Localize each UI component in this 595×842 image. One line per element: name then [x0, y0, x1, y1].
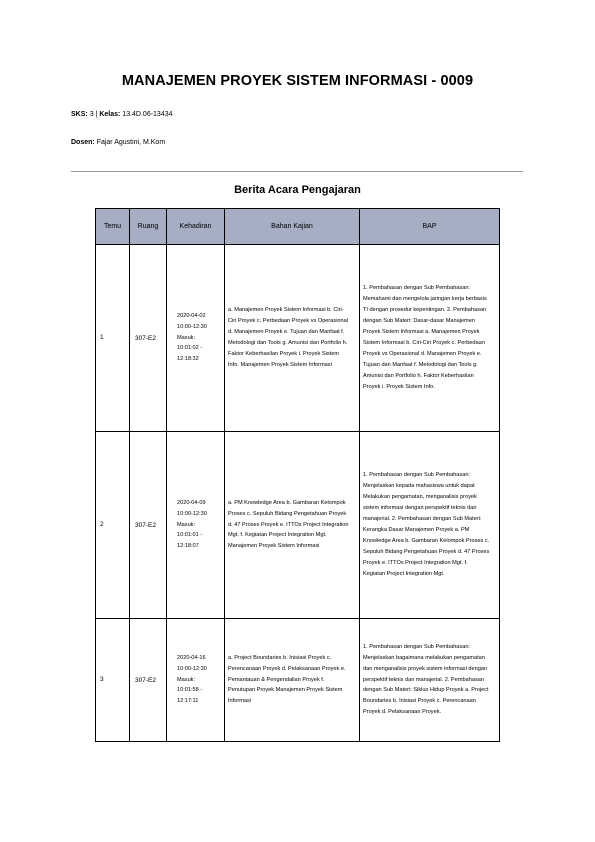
table-row: [96, 245, 500, 432]
kehadiran-masuk: 10:01:58 - 12:17:11: [177, 687, 203, 705]
cell-ruang: 307-E2: [130, 432, 167, 619]
kehadiran-time: 10:00-12:30: [177, 665, 207, 672]
kehadiran-masuk-label: Masuk:: [177, 676, 196, 683]
kelas-value: 13.4D.06-13434: [122, 111, 173, 118]
header-temu: Temu: [96, 209, 130, 245]
cell-kehadiran: [167, 432, 225, 619]
header-bahan-kajian: Bahan Kajian: [225, 209, 360, 245]
cell-ruang: 307-E2: [130, 245, 167, 432]
cell-ruang: 307-E2: [130, 619, 167, 742]
kehadiran-date: 2020-04-02: [177, 312, 206, 319]
cell-bahan-kajian: a. PM Knowledge Area b. Gambaran Kelompok Proses c. Sepuluh Bidang Pengetahuan Proyek d. 47 Proses Proyek e. ITTOs Project Integration Mgt. f. Kegiatan Project Integration Mgt. Manajemen Proyek Sistem Informasi: [225, 432, 360, 619]
cell-bahan-kajian: a. Project Boundaries b. Inisiasi Proyek c. Perencanaan Proyek d. Pelaksanaan Proyek e. Pemantauan & Pengendalian Proyek f. Penutupan Proyek Manajemen Proyek Sistem Informasi: [225, 619, 360, 742]
kehadiran-time: 10:00-12:30: [177, 510, 207, 517]
cell-bap: 1. Pembahasan dengan Sub Pembahasan: Menjelaskan kepada mahasiswa untuk dapat Melakukan pengamatan, menganalisis proyek sistem informasi dengan perspektif teknis dan manajerial. 2. Pembahasan dengan Sub Materi: Kerangka Dasar Manajemen Proyek a. PM Knowledge Area b. Gambaran Kelompok Proses c. Sepuluh Bidang Pengetahuan Proyek d. 47 Proses Proyek e. ITTOs Project Integration Mgt. f. Kegiatan Project Integration Mgt.: [360, 432, 500, 619]
header-kehadiran: Kehadiran: [167, 209, 225, 245]
divider: [71, 171, 523, 172]
cell-bahan-kajian: a. Manajemen Proyek Sistem Informasi b. Ciri-Ciri Proyek c. Perbedaan Proyek vs Operasional d. Manajemen Proyek e. Tujuan dan Manfaat f. Metodologi dan Tools g. Amunisi dan Portfolio h. Faktor Keberhasilan Proyek i. Proyek Sistem Info. Manajemen Proyek Sistem Informasi: [225, 245, 360, 432]
bap-table: [95, 208, 500, 742]
cell-bap: 1. Pembahasan dengan Sub Pembahasan: Menjelaskan bagaimana melakukan pengamatan dan menganalisis proyek sistem informasi dengan perspektif teknis dan manajerial. 2. Pembahasan dengan Sub Materi: Siklus Hidup Proyek a. Project Boundaries b. Inisiasi Proyek c. Perencanaan Proyek d. Pelaksanaan Proyek.: [360, 619, 500, 742]
kehadiran-masuk: 10:01:01 - 12:18:07: [177, 532, 203, 550]
cell-temu: 3: [96, 619, 130, 742]
dosen-label: Dosen:: [71, 139, 95, 146]
cell-temu: 2: [96, 432, 130, 619]
section-title: Berita Acara Pengajaran: [234, 184, 361, 196]
lecturer-line: [71, 139, 165, 146]
cell-kehadiran: [167, 619, 225, 742]
table-row: [96, 619, 500, 742]
dosen-value: Fajar Agustini, M.Kom: [96, 139, 166, 146]
sks-label: SKS:: [71, 111, 88, 118]
kehadiran-masuk-label: Masuk:: [177, 334, 196, 341]
course-info-line: [71, 111, 173, 118]
header-bap: BAP: [360, 209, 500, 245]
cell-bap: 1. Pembahasan dengan Sub Pembahasan: Memahami dan mengelola jaringan kerja berbasis TI dengan prosedur kepentingan. 2. Pembahasan dengan Sub Materi: Dasar-dasar Manajemen Proyek Sistem Informasi a. Manajemen Proyek Sistem Informasi b. Ciri-Ciri Proyek c. Perbedaan Proyek vs Operasional d. Manajemen Proyek e. Tujuan dan Manfaat f. Metodologi dan Tools g. Amunisi dan Portfolio h. Faktor Keberhasilan Proyek i. Proyek Sistem Info.: [360, 245, 500, 432]
header-ruang: Ruang: [130, 209, 167, 245]
kehadiran-masuk-label: Masuk:: [177, 521, 196, 528]
kehadiran-date: 2020-04-16: [177, 654, 206, 661]
kelas-label: Kelas:: [99, 111, 121, 118]
cell-kehadiran: [167, 245, 225, 432]
table-header-row: [96, 209, 500, 245]
table-row: [96, 432, 500, 619]
cell-temu: 1: [96, 245, 130, 432]
page-title: MANAJEMEN PROYEK SISTEM INFORMASI - 0009: [121, 73, 474, 89]
sks-value: 3: [89, 111, 94, 118]
kehadiran-time: 10:00-12:30: [177, 323, 207, 330]
kehadiran-date: 2020-04-09: [177, 499, 206, 506]
info-separator: |: [95, 111, 98, 118]
kehadiran-masuk: 10:01:02 - 12:18:32: [177, 345, 203, 363]
